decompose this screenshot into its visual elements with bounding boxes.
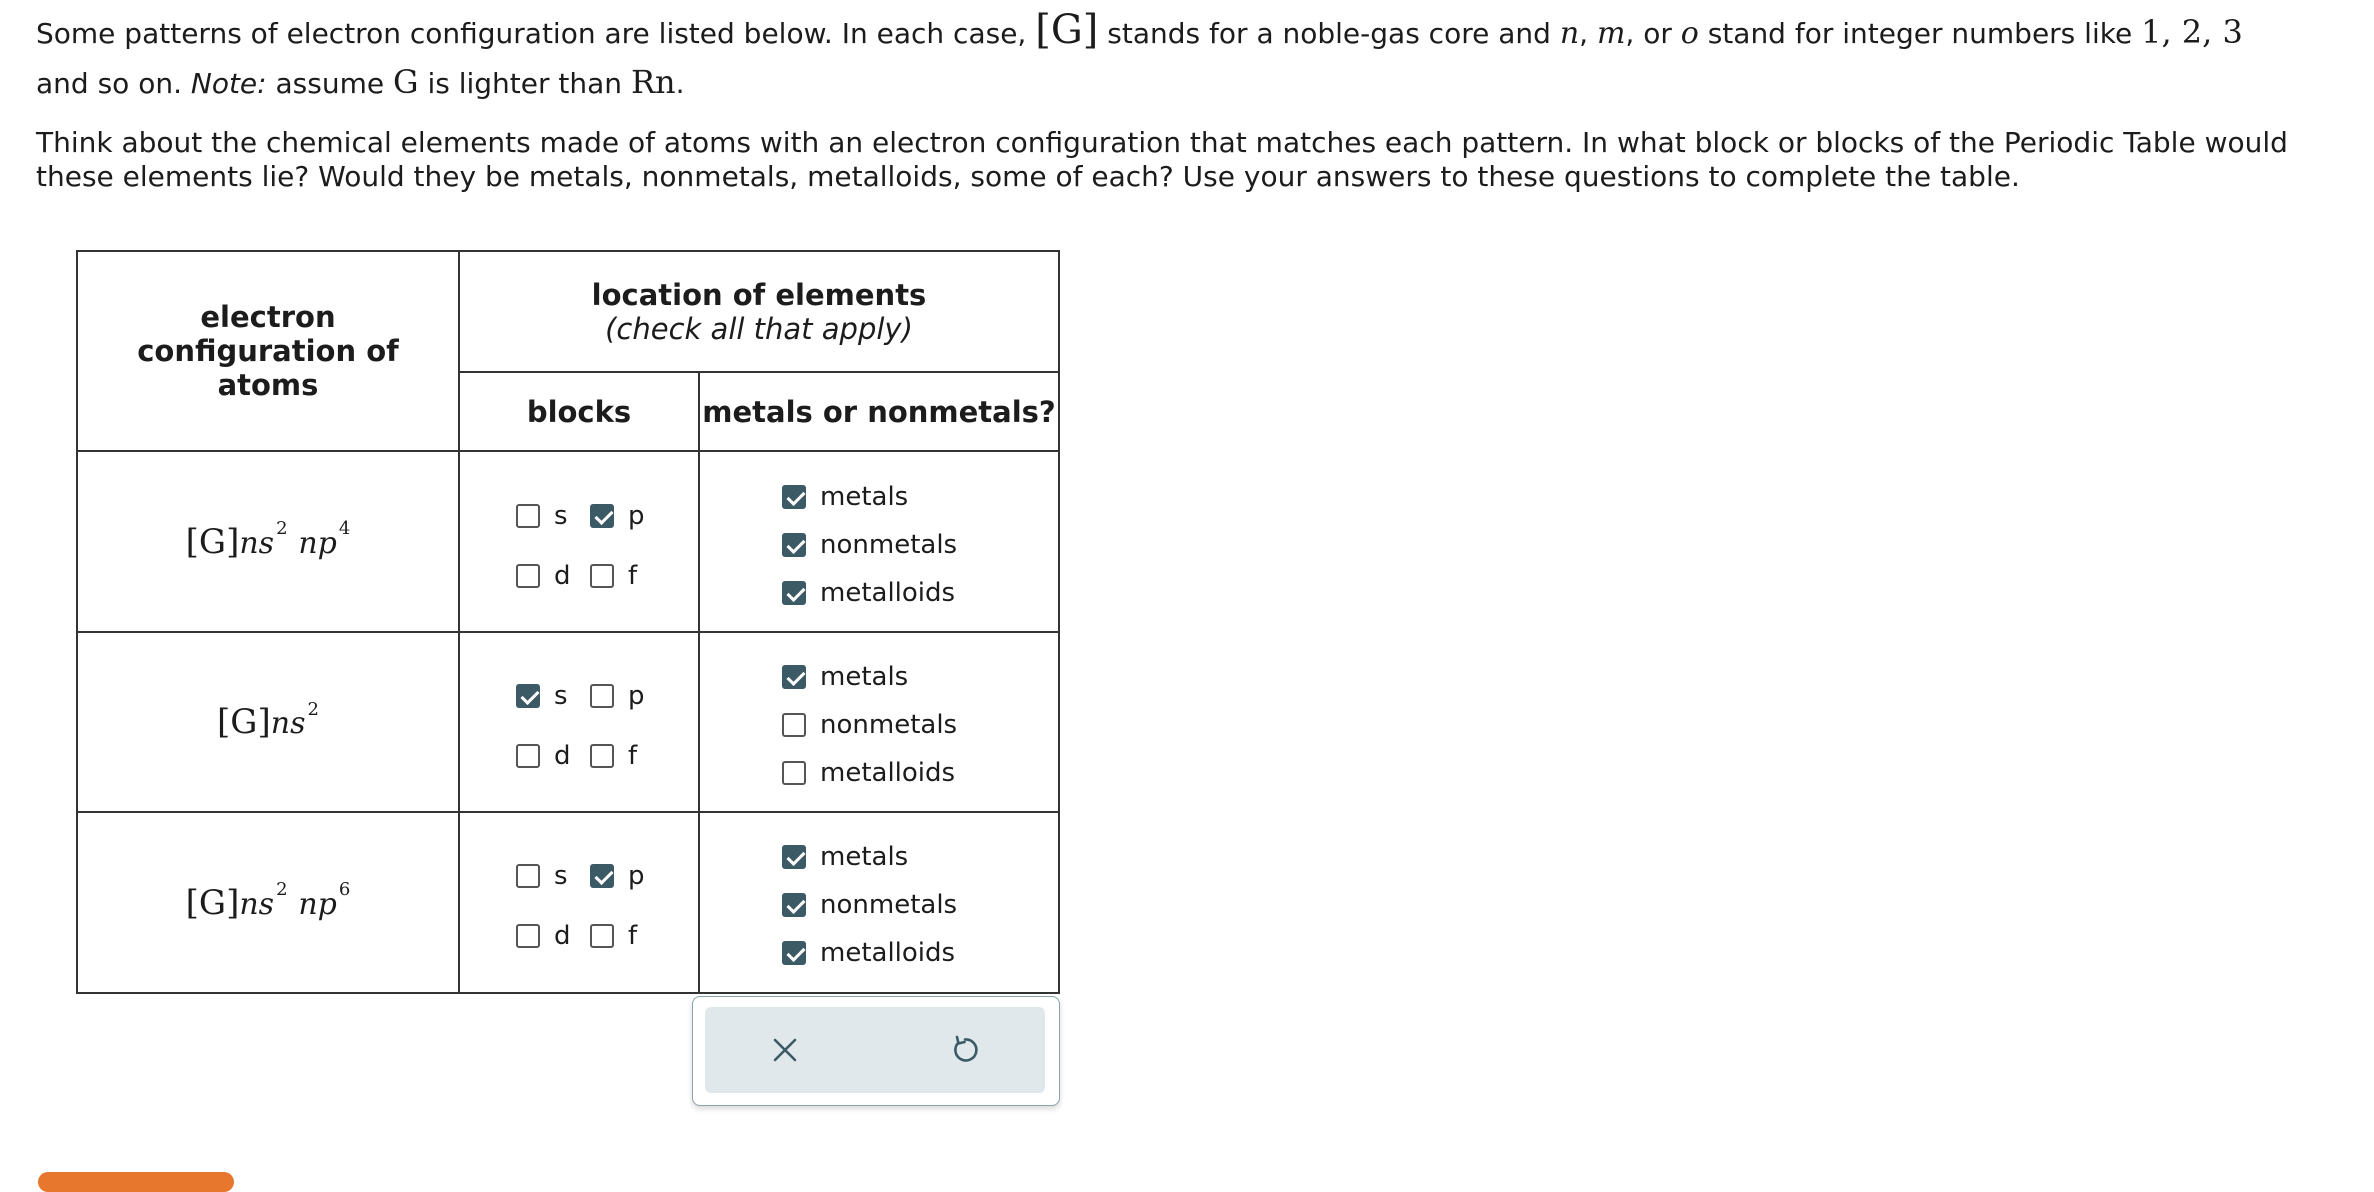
s: s: [258, 886, 275, 922]
metals-option[interactable]: [782, 482, 908, 512]
variable-n: n: [1559, 16, 1580, 51]
intro-text: Some patterns of electron configuration are listed below. In each case,: [36, 17, 1036, 50]
metalloids-option[interactable]: [782, 938, 955, 968]
config-cell: [78, 633, 458, 811]
block-p-checkbox[interactable]: [590, 684, 614, 708]
electron-configuration: [185, 879, 351, 923]
core: [G]: [185, 882, 240, 923]
block-f-checkbox[interactable]: [590, 564, 614, 588]
core: [G]: [185, 521, 240, 562]
nonmetals-label: nonmetals: [820, 530, 958, 560]
metalloids-label: metalloids: [820, 938, 956, 968]
exponent: 4: [338, 518, 351, 540]
intro-text: assume: [266, 67, 393, 100]
divider: [698, 372, 700, 992]
n: n: [298, 525, 318, 561]
block-p-label: p: [628, 501, 645, 531]
metalloids-checkbox[interactable]: [782, 761, 806, 785]
header-blocks: blocks: [526, 394, 632, 429]
nonmetals-option[interactable]: [782, 890, 957, 920]
noble-gas-core-symbol: [G]: [1035, 7, 1099, 53]
clear-button[interactable]: [725, 1007, 845, 1093]
header-electron-configuration: [78, 252, 458, 450]
block-d-option[interactable]: [516, 561, 571, 591]
check-button-partial[interactable]: [38, 1172, 234, 1192]
s: s: [290, 706, 306, 741]
block-p-checkbox[interactable]: [590, 504, 614, 528]
block-f-option[interactable]: [590, 741, 637, 771]
block-f-label: f: [628, 921, 638, 951]
block-d-checkbox[interactable]: [516, 744, 540, 768]
block-p-option[interactable]: [590, 501, 645, 531]
electron-configuration: [185, 518, 351, 562]
nonmetals-option[interactable]: [782, 710, 957, 740]
block-p-checkbox[interactable]: [590, 864, 614, 888]
metals-label: metals: [820, 482, 909, 512]
block-d-label: d: [554, 741, 571, 771]
intro-text: , or: [1625, 17, 1681, 50]
block-f-option[interactable]: [590, 561, 637, 591]
exponent: 2: [276, 518, 288, 540]
metalloids-checkbox[interactable]: [782, 581, 806, 605]
block-d-checkbox[interactable]: [516, 924, 540, 948]
config-cell: [78, 813, 458, 992]
block-f-checkbox[interactable]: [590, 744, 614, 768]
metalloids-option[interactable]: [782, 758, 955, 788]
variable-m: m: [1596, 16, 1626, 51]
metals-option[interactable]: [782, 662, 908, 692]
block-s-label: s: [554, 861, 568, 891]
n: n: [239, 525, 259, 561]
intro-text: stand for integer numbers like: [1698, 17, 2142, 50]
metals-checkbox[interactable]: [782, 845, 806, 869]
block-s-label: s: [554, 681, 568, 711]
header-subtext: (check all that apply): [605, 311, 913, 346]
nonmetals-label: nonmetals: [820, 710, 958, 740]
header-text: location of elements: [591, 277, 927, 312]
block-p-option[interactable]: [590, 861, 645, 891]
block-s-option[interactable]: [516, 861, 568, 891]
core: [G]: [217, 702, 271, 742]
block-d-option[interactable]: [516, 741, 571, 771]
config-cell: [78, 452, 458, 631]
block-d-option[interactable]: [516, 921, 571, 951]
block-f-checkbox[interactable]: [590, 924, 614, 948]
block-s-checkbox[interactable]: [516, 504, 540, 528]
intro-text: stands for a noble-gas core and: [1098, 17, 1560, 50]
close-icon: [770, 1035, 800, 1065]
intro-text: ,: [1579, 17, 1597, 50]
metalloids-label: metalloids: [820, 758, 956, 788]
exponent: 6: [338, 879, 351, 901]
electron-configuration: [217, 698, 319, 742]
intro-text: is lighter than: [418, 67, 631, 100]
header-location: [460, 252, 1058, 371]
instructions-paragraph-2: Think about the chemical elements made of atoms with an electron configuration that matches each pattern. In what block or blocks of the Periodic Table would these elements lie? Would they be metals, nonmetals, metalloids, some of each? Use your answers to these questions to complete the table.: [36, 126, 2288, 193]
header-text: electron configuration of atoms: [137, 300, 399, 402]
intro-text: and so on.: [36, 67, 191, 100]
block-s-checkbox[interactable]: [516, 684, 540, 708]
metalloids-option[interactable]: [782, 578, 955, 608]
exponent: 2: [276, 879, 288, 901]
metals-checkbox[interactable]: [782, 665, 806, 689]
n: n: [298, 886, 318, 922]
block-p-label: p: [628, 861, 645, 891]
s: s: [258, 525, 275, 561]
block-d-label: d: [554, 561, 571, 591]
nonmetals-checkbox[interactable]: [782, 533, 806, 557]
block-s-option[interactable]: [516, 681, 568, 711]
reset-button[interactable]: [905, 1007, 1025, 1093]
metalloids-label: metalloids: [820, 578, 956, 608]
nonmetals-option[interactable]: [782, 530, 957, 560]
intro-text: .: [675, 67, 685, 100]
symbol-Rn: Rn: [630, 63, 676, 101]
exponent: 2: [307, 698, 319, 720]
block-s-label: s: [554, 501, 568, 531]
variable-o: o: [1680, 16, 1699, 51]
block-d-label: d: [554, 921, 571, 951]
nonmetals-label: nonmetals: [820, 890, 958, 920]
metalloids-checkbox[interactable]: [782, 941, 806, 965]
metals-option[interactable]: [782, 842, 908, 872]
block-s-option[interactable]: [516, 501, 568, 531]
p: p: [317, 525, 337, 561]
block-s-checkbox[interactable]: [516, 864, 540, 888]
header-metals: metals or nonmetals?: [702, 394, 1056, 429]
metals-checkbox[interactable]: [782, 485, 806, 509]
block-f-label: f: [628, 741, 638, 771]
metals-label: metals: [820, 662, 909, 692]
undo-icon: [949, 1034, 981, 1066]
block-p-option[interactable]: [590, 681, 645, 711]
answer-table: [76, 250, 1060, 994]
answer-toolbar-inner: [705, 1007, 1045, 1093]
nonmetals-checkbox[interactable]: [782, 713, 806, 737]
metals-label: metals: [820, 842, 909, 872]
block-f-label: f: [628, 561, 638, 591]
block-d-checkbox[interactable]: [516, 564, 540, 588]
n: n: [270, 706, 291, 741]
p: p: [317, 886, 337, 922]
n: n: [239, 886, 259, 922]
instructions-paragraph-1: [36, 6, 2336, 108]
nonmetals-checkbox[interactable]: [782, 893, 806, 917]
block-f-option[interactable]: [590, 921, 637, 951]
symbol-G: G: [392, 63, 419, 101]
block-p-label: p: [628, 681, 645, 711]
integer-examples: 1, 2, 3: [2141, 13, 2243, 51]
answer-toolbar: [692, 996, 1060, 1106]
note-label: Note:: [190, 67, 267, 100]
